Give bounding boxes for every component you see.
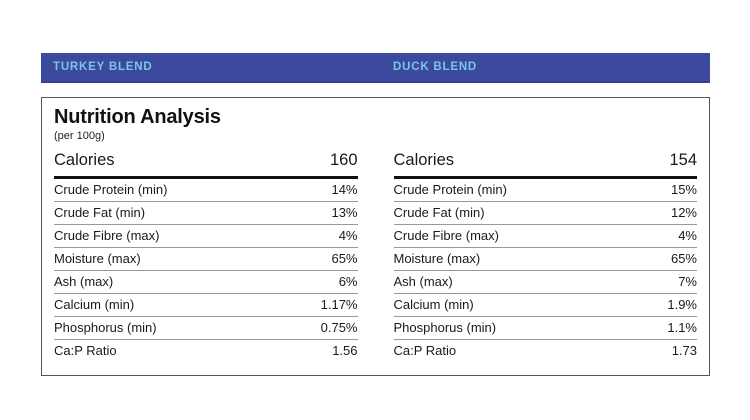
nutrient-label: Phosphorus (min)	[54, 320, 157, 336]
nutrition-row	[394, 271, 698, 294]
nutrition-row	[394, 317, 698, 340]
nutrient-label: Moisture (max)	[54, 251, 141, 267]
nutrition-columns	[54, 150, 697, 362]
nutrition-row	[54, 340, 358, 362]
duck-nutrition-table	[394, 150, 698, 362]
nutrient-label: Crude Protein (min)	[393, 182, 507, 197]
nutrient-value: 1.17%	[320, 297, 358, 313]
nutrient-value: 6%	[338, 274, 358, 290]
nutrient-label: Ash (max)	[54, 274, 114, 290]
nutrient-label: Calories	[393, 151, 455, 170]
nutrition-row	[54, 317, 358, 340]
nutrient-value: 1.1%	[667, 320, 697, 336]
nutrient-label: Crude Fat (min)	[54, 205, 146, 221]
nutrient-value: 0.75%	[320, 320, 358, 336]
nutrient-value: 14%	[331, 182, 358, 197]
nutrient-label: Crude Fibre (max)	[54, 228, 160, 244]
panel-subtitle: (per 100g)	[54, 130, 105, 142]
nutrient-label: Calories	[54, 151, 115, 170]
nutrition-row	[54, 294, 358, 317]
nutrient-value: 4%	[338, 228, 358, 244]
blend-header-bar	[41, 53, 710, 83]
nutrition-row	[54, 202, 358, 225]
nutrient-value: 4%	[678, 228, 697, 244]
nutrition-row	[394, 340, 698, 362]
nutrient-value: 160	[329, 151, 358, 170]
nutrition-row	[54, 248, 358, 271]
nutrient-value: 1.9%	[667, 297, 697, 313]
nutrient-value: 12%	[670, 205, 697, 221]
nutrient-value: 65%	[331, 251, 358, 267]
nutrient-label: Moisture (max)	[393, 251, 481, 267]
calories-row	[54, 150, 358, 179]
nutrient-label: Crude Fibre (max)	[393, 228, 499, 244]
nutrient-value: 7%	[678, 274, 697, 290]
nutrition-row	[394, 294, 698, 317]
panel-title: Nutrition Analysis	[54, 106, 221, 128]
nutrient-value: 65%	[670, 251, 697, 267]
nutrition-row	[54, 225, 358, 248]
calories-row	[394, 150, 698, 179]
nutrition-analysis-panel	[41, 97, 710, 376]
nutrient-label: Calcium (min)	[393, 297, 474, 313]
nutrient-value: 13%	[331, 205, 358, 221]
nutrient-label: Crude Fat (min)	[393, 205, 485, 221]
column-header-duck-blend: DUCK BLEND	[393, 61, 478, 73]
nutrient-value: 1.73	[671, 343, 697, 359]
nutrient-label: Ca:P Ratio	[393, 343, 457, 359]
nutrition-row	[394, 225, 698, 248]
nutrient-label: Ca:P Ratio	[54, 343, 117, 359]
nutrition-row	[54, 179, 358, 202]
column-header-turkey-blend: TURKEY BLEND	[53, 61, 153, 73]
nutrient-value: 1.56	[332, 343, 358, 359]
nutrient-label: Ash (max)	[393, 274, 453, 290]
nutrition-row	[394, 179, 698, 202]
nutrient-label: Crude Protein (min)	[54, 182, 168, 197]
nutrient-label: Phosphorus (min)	[393, 320, 497, 336]
nutrient-value: 15%	[670, 182, 697, 197]
nutrient-value: 154	[669, 151, 697, 170]
nutrition-row	[394, 202, 698, 225]
nutrition-row	[394, 248, 698, 271]
nutrition-row	[54, 271, 358, 294]
turkey-nutrition-table	[54, 150, 358, 362]
nutrient-label: Calcium (min)	[54, 297, 135, 313]
